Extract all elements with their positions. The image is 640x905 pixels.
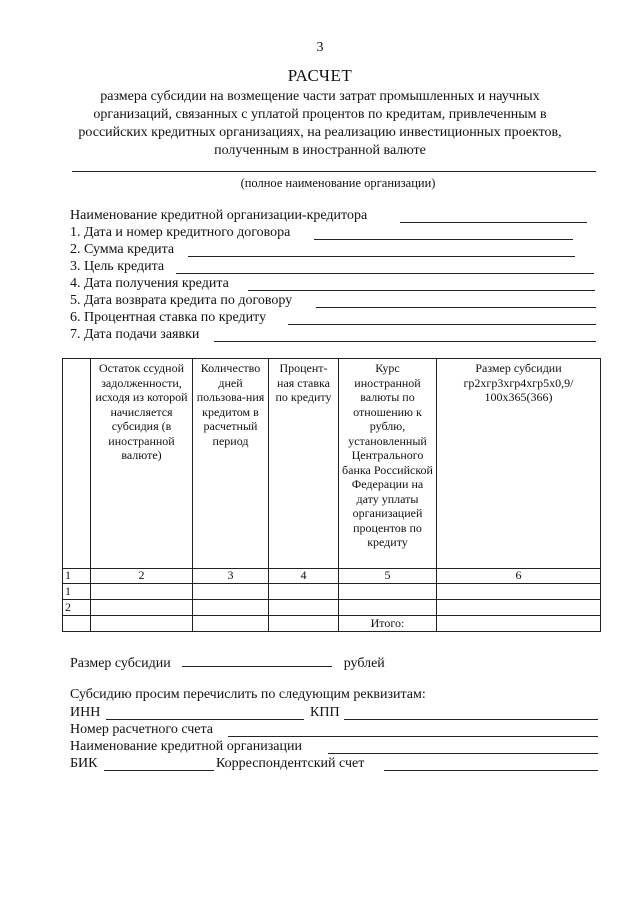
field-label: 6. Процентная ставка по кредиту xyxy=(70,310,267,325)
table-cell xyxy=(269,616,339,632)
bank-name-label: Наименование кредитной организации xyxy=(70,739,302,754)
table-cell xyxy=(91,616,193,632)
total-value-cell[interactable] xyxy=(437,616,601,632)
header-cell-exchange-rate: Курс иностранной валюты по отношению к рублю, установленный Центрального банка Российской Федерации на дату уплаты организацией процентов по кредиту xyxy=(339,359,437,569)
row-number: 1 xyxy=(63,584,91,600)
bank-name-row xyxy=(70,738,598,755)
field-application-date xyxy=(70,326,199,343)
field-blank[interactable] xyxy=(314,239,573,240)
corr-account-blank[interactable] xyxy=(384,770,598,771)
calculation-table xyxy=(62,358,601,632)
field-contract xyxy=(70,224,290,241)
subsidy-unit: рублей xyxy=(343,656,385,671)
bik-label: БИК xyxy=(70,756,98,771)
document-title: РАСЧЕТ xyxy=(287,66,353,85)
header-cell-rate: Процент-ная ставка по кредиту xyxy=(269,359,339,569)
field-purpose xyxy=(70,258,164,275)
field-label: 1. Дата и номер кредитного договора xyxy=(70,225,291,240)
table-cell xyxy=(193,616,269,632)
table-cell[interactable] xyxy=(91,600,193,616)
header-cell-days: Количество дней пользова-ния кредитом в расчетный период xyxy=(193,359,269,569)
column-number: 5 xyxy=(339,569,437,584)
table-cell[interactable] xyxy=(91,584,193,600)
account-label: Номер расчетного счета xyxy=(70,722,214,737)
field-amount xyxy=(70,241,174,258)
inn-blank[interactable] xyxy=(106,719,304,720)
bik-row xyxy=(70,755,598,772)
column-number: 4 xyxy=(269,569,339,584)
requisites-intro: Субсидию просим перечислить по следующим реквизитам: xyxy=(70,687,426,702)
field-creditor-name xyxy=(70,207,367,224)
document-subtitle: размера субсидии на возмещение части затрат промышленных и научных организаций, связанных с уплатой процентов по кредитам, привлеченным в российских кредитных организациях, на реализацию инвестиционных проектов, полученным в иностранной валюте xyxy=(78,89,562,158)
table-cell[interactable] xyxy=(193,600,269,616)
table-cell[interactable] xyxy=(437,600,601,616)
field-label: 2. Сумма кредита xyxy=(70,242,175,257)
field-label: Наименование кредитной организации-кредитора xyxy=(70,208,368,223)
field-label: 5. Дата возврата кредита по договору xyxy=(70,293,293,308)
subsidy-amount-row xyxy=(70,653,385,672)
column-number: 3 xyxy=(193,569,269,584)
field-return-date xyxy=(70,292,292,309)
table-cell[interactable] xyxy=(339,584,437,600)
table-cell[interactable] xyxy=(269,600,339,616)
field-blank[interactable] xyxy=(400,222,587,223)
column-number: 1 xyxy=(63,569,91,584)
inn-label: ИНН xyxy=(70,705,101,720)
table-cell xyxy=(63,616,91,632)
column-number-row xyxy=(63,569,601,584)
table-cell[interactable] xyxy=(269,584,339,600)
field-blank[interactable] xyxy=(214,341,596,342)
bank-name-blank[interactable] xyxy=(328,753,598,754)
column-number: 2 xyxy=(91,569,193,584)
kpp-label: КПП xyxy=(310,705,340,720)
account-blank[interactable] xyxy=(228,736,598,737)
row-number: 2 xyxy=(63,600,91,616)
table-cell[interactable] xyxy=(193,584,269,600)
total-label: Итого: xyxy=(339,616,437,632)
column-number: 6 xyxy=(437,569,601,584)
table-header-row xyxy=(63,359,601,569)
page-number: 3 xyxy=(316,40,324,55)
account-row xyxy=(70,721,598,738)
field-blank[interactable] xyxy=(316,307,596,308)
kpp-blank[interactable] xyxy=(344,719,598,720)
bik-blank[interactable] xyxy=(104,770,214,771)
field-label: 4. Дата получения кредита xyxy=(70,276,229,291)
table-cell[interactable] xyxy=(339,600,437,616)
field-blank[interactable] xyxy=(188,256,575,257)
table-row xyxy=(63,584,601,600)
field-blank[interactable] xyxy=(248,290,595,291)
corr-account-label: Корреспондентский счет xyxy=(216,756,365,771)
header-cell-balance: Остаток ссудной задолженности, исходя из которой начисляется субсидия (в иностранной валюте) xyxy=(91,359,193,569)
subsidy-amount-blank[interactable] xyxy=(182,653,332,667)
inn-kpp-row xyxy=(70,704,598,721)
subsidy-label: Размер субсидии xyxy=(70,656,171,671)
header-cell-subsidy: Размер субсидии гр2хгр3хгр4хгр5х0,9/ 100х365(366) xyxy=(437,359,601,569)
field-interest-rate xyxy=(70,309,266,326)
organization-name-line[interactable] xyxy=(72,171,596,172)
total-row xyxy=(63,616,601,632)
field-blank[interactable] xyxy=(176,273,594,274)
field-receipt-date xyxy=(70,275,229,292)
table-row xyxy=(63,600,601,616)
field-blank[interactable] xyxy=(288,324,596,325)
table-cell[interactable] xyxy=(437,584,601,600)
field-label: 7. Дата подачи заявки xyxy=(70,327,200,342)
organization-name-caption: (полное наименование организации) xyxy=(240,176,436,190)
header-cell-index xyxy=(63,359,91,569)
field-label: 3. Цель кредита xyxy=(70,259,165,274)
